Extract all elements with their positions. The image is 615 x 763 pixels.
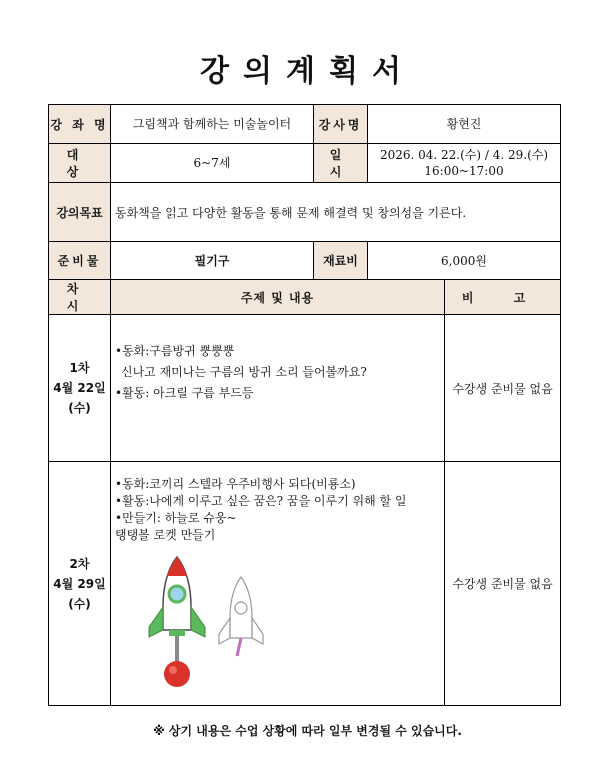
prep-label: 준비물 <box>49 242 111 280</box>
session-1-line-3: •활동: 아크릴 구름 부드등 <box>115 386 254 400</box>
session-2-day: (수) <box>68 596 91 611</box>
fee-label: 재료비 <box>314 242 368 280</box>
session-1-label <box>49 315 111 462</box>
instructor-label: 강사명 <box>314 105 368 144</box>
session-1-content <box>111 315 445 462</box>
footer-note: ※ 상기 내용은 수업 상황에 따라 일부 변경될 수 있습니다. <box>153 724 462 738</box>
target-value: 6~7세 <box>111 144 314 183</box>
content-header: 주제 및 내용 <box>111 280 445 315</box>
session-2-line-3: •만들기: 하늘로 슈웅~ <box>115 511 237 525</box>
schedule-label: 일 시 <box>314 144 368 183</box>
session-1-number: 1차 <box>69 361 90 375</box>
session-2-line-1: •동화:코끼리 스텔라 우주비행사 되다(비룡소) <box>115 477 356 491</box>
session-1-line-1: •동화:구름방귀 뿡뿡뿡 <box>115 344 235 358</box>
session-2-note: 수강생 준비물 없음 <box>445 462 561 706</box>
session-2-number: 2차 <box>69 556 90 571</box>
plan-table <box>48 104 561 706</box>
schedule-time: 16:00~17:00 <box>424 164 504 178</box>
rocket-outline <box>219 577 263 656</box>
session-1-date: 4월 22일 <box>53 381 106 395</box>
note-header: 비 고 <box>445 280 561 315</box>
course-label: 강 좌 명 <box>49 105 111 144</box>
session-1-line-2: 신나고 재미나는 구름의 방귀 소리 들어볼까요? <box>121 365 367 379</box>
session-1-day: (수) <box>68 401 91 415</box>
rocket-illustration <box>129 552 279 692</box>
course-value: 그림책과 함께하는 미술놀이터 <box>111 105 314 144</box>
session-1-note: 수강생 준비물 없음 <box>445 315 561 462</box>
schedule-cell <box>368 144 561 183</box>
session-2-date: 4월 29일 <box>53 576 106 591</box>
session-2-content <box>111 462 445 706</box>
prep-value: 필기구 <box>111 242 314 280</box>
goal-label: 강의목표 <box>49 183 111 242</box>
schedule-dates: 2026. 04. 22.(수) / 4. 29.(수) <box>379 148 549 162</box>
session-2-line-2: •활동:나에게 이루고 싶은 꿈은? 꿈을 이루기 위해 할 일 <box>115 494 407 508</box>
session-2-label <box>49 462 111 706</box>
fee-value: 6,000원 <box>368 242 561 280</box>
session-2-line-4: 탱탱볼 로켓 만들기 <box>115 528 216 542</box>
page-title: 강의계획서 <box>200 54 415 89</box>
rocket-colored <box>149 557 205 687</box>
target-label: 대 상 <box>49 144 111 183</box>
instructor-value: 황현진 <box>368 105 561 144</box>
session-header: 차 시 <box>49 280 111 315</box>
goal-value: 동화책을 읽고 다양한 활동을 통해 문제 해결력 및 창의성을 기른다. <box>111 183 561 242</box>
